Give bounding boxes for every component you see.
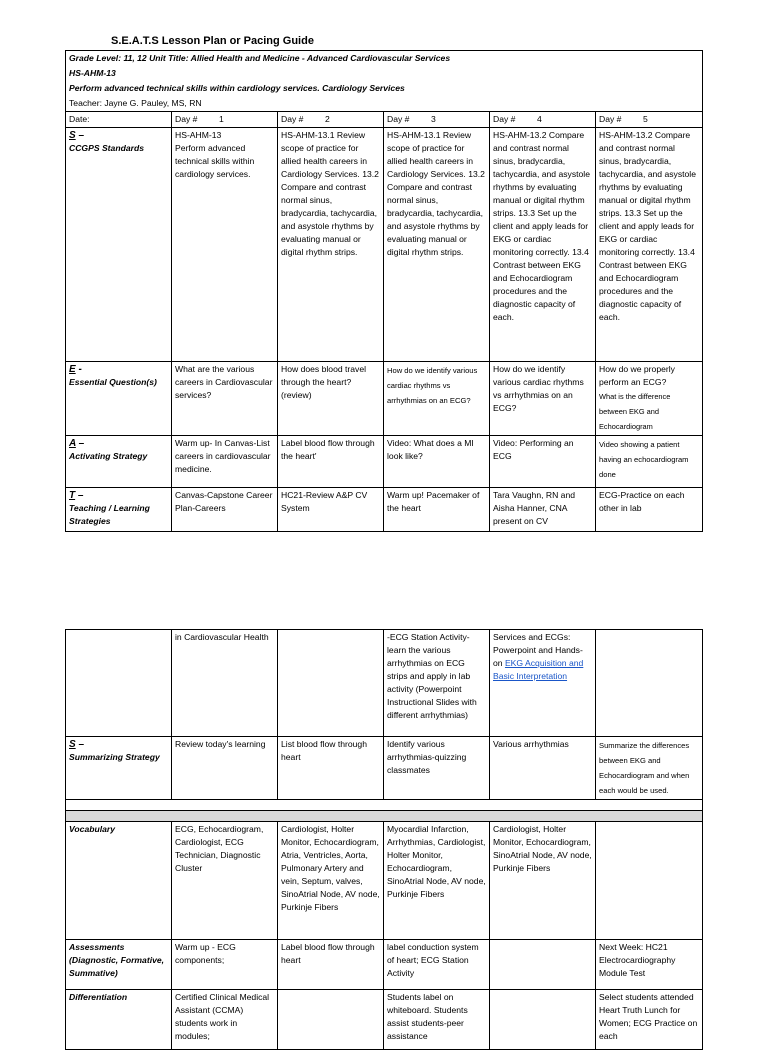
day-5-header: Day # 5 — [596, 112, 703, 128]
standards-day-2: HS-AHM-13.1 Review scope of practice for allied health careers in Cardiology Services. 13.2 Compare and contrast normal sinus, bradycardia, tachycardia, and asystole rhythms by evaluating manual or digital rhythm strips. — [278, 128, 384, 362]
vocabulary-day-1: ECG, Echocardiogram, Cardiologist, ECG Technician, Diagnostic Cluster — [172, 822, 278, 940]
activating-day-2: Label blood flow through the heart' — [278, 436, 384, 488]
spacer-row — [66, 800, 703, 811]
day-3-header: Day # 3 — [384, 112, 490, 128]
assessments-row-label: Assessments (Diagnostic, Formative, Summative) — [66, 940, 172, 990]
differentiation-day-3: Students label on whiteboard. Students assist students-peer assistance — [384, 990, 490, 1050]
essential-day-2: How does blood travel through the heart? (review) — [278, 362, 384, 436]
continued-day-5 — [596, 630, 703, 737]
teaching-day-1: Canvas-Capstone Career Plan-Careers — [172, 488, 278, 532]
activating-day-4: Video: Performing an ECG — [490, 436, 596, 488]
activating-day-1: Warm up- In Canvas-List careers in cardiovascular medicine. — [172, 436, 278, 488]
date-label: Date: — [66, 112, 172, 128]
differentiation-day-2 — [278, 990, 384, 1050]
summarizing-day-5: Summarize the differences between EKG and Echocardiogram and when each would be used. — [596, 737, 703, 800]
day-2-header: Day # 2 — [278, 112, 384, 128]
continued-day-1: in Cardiovascular Health — [172, 630, 278, 737]
assessments-day-2: Label blood flow through heart — [278, 940, 384, 990]
vocabulary-day-2: Cardiologist, Holter Monitor, Echocardiogram, Atria, Ventricles, Aorta, Pulmonary Artery and vein, Septum, valves, SinoAtrial Node, AV node, Purkinje Fibers — [278, 822, 384, 940]
grade-unit-line: Grade Level: 11, 12 Unit Title: Allied Health and Medicine - Advanced Cardiovascular Services — [66, 51, 703, 67]
assessments-day-3: label conduction system of heart; ECG Station Activity — [384, 940, 490, 990]
vocabulary-row-label: Vocabulary — [66, 822, 172, 940]
assessments-row — [66, 940, 703, 990]
essential-row-label: E - Essential Question(s) — [66, 362, 172, 436]
standards-day-3: HS-AHM-13.1 Review scope of practice for allied health careers in Cardiology Services. 13.2 Compare and contrast normal sinus, bradycardia, tachycardia, and asystole rhythms by evaluating manual or digital rhythm strips. — [384, 128, 490, 362]
teaching-day-2: HC21-Review A&P CV System — [278, 488, 384, 532]
document-title: S.E.A.T.S Lesson Plan or Pacing Guide — [111, 35, 314, 47]
essential-day-5: How do we properly perform an ECG? What is the difference between EKG and Echocardiogram — [596, 362, 703, 436]
assessments-day-5: Next Week: HC21 Electrocardiography Module Test — [596, 940, 703, 990]
essential-day-1: What are the various careers in Cardiovascular services? — [172, 362, 278, 436]
standards-day-5: HS-AHM-13.2 Compare and contrast normal sinus, bradycardia, tachycardia, and asystole rhythms by evaluating manual or digital rhythm strips. 13.3 Set up the client and apply leads for EKG or cardiac monitoring correctly. 13.4 Contrast between EKG and Echocardiogram procedures and the diagnostic capacity of each. — [596, 128, 703, 362]
standards-day-4: HS-AHM-13.2 Compare and contrast normal sinus, bradycardia, tachycardia, and asystole rhythms by evaluating manual or digital rhythm strips. 13.3 Set up the client and apply leads for EKG or cardiac monitoring correctly. 13.4 Contrast between EKG and Echocardiogram procedures and the diagnostic capacity of each. — [490, 128, 596, 362]
lesson-plan-table-page1 — [65, 50, 703, 532]
gray-divider-row — [66, 811, 703, 822]
differentiation-day-4 — [490, 990, 596, 1050]
unit-description-line: Perform advanced technical skills within cardiology services. Cardiology Services — [66, 81, 703, 96]
spacer-cell — [66, 800, 703, 811]
day-1-header: Day # 1 — [172, 112, 278, 128]
summarizing-day-1: Review today's learning — [172, 737, 278, 800]
teacher-line: Teacher: Jayne G. Pauley, MS, RN — [66, 96, 703, 112]
activating-day-3: Video: What does a MI look like? — [384, 436, 490, 488]
day-4-header: Day # 4 — [490, 112, 596, 128]
vocabulary-day-5 — [596, 822, 703, 940]
standards-row-label: S – CCGPS Standards — [66, 128, 172, 362]
differentiation-day-5: Select students attended Heart Truth Lunch for Women; ECG Practice on each — [596, 990, 703, 1050]
standard-code-line: HS-AHM-13 — [66, 66, 703, 81]
gray-divider — [66, 811, 703, 822]
continued-day-4: Services and ECGs: Powerpoint and Hands-on EKG Acquisition and Basic Interpretation — [490, 630, 596, 737]
continued-day-2 — [278, 630, 384, 737]
essential-day-4: How do we identify various cardiac rhythms vs arrhythmias on an ECG? — [490, 362, 596, 436]
teaching-continued-row — [66, 630, 703, 737]
differentiation-row — [66, 990, 703, 1050]
differentiation-row-label: Differentiation — [66, 990, 172, 1050]
teaching-strategies-row — [66, 488, 703, 532]
activating-row-label: A – Activating Strategy — [66, 436, 172, 488]
vocabulary-row — [66, 822, 703, 940]
activating-day-5: Video showing a patient having an echocardiogram done — [596, 436, 703, 488]
standards-day-1: HS-AHM-13 Perform advanced technical skills within cardiology services. — [172, 128, 278, 362]
summarizing-row-label: S – Summarizing Strategy — [66, 737, 172, 800]
ekg-acquisition-link[interactable]: EKG Acquisition and Basic Interpretation — [493, 658, 584, 681]
continued-row-label — [66, 630, 172, 737]
activating-strategy-row — [66, 436, 703, 488]
date-row — [66, 112, 703, 128]
vocabulary-day-4: Cardiologist, Holter Monitor, Echocardiogram, SinoAtrial Node, AV node, Purkinje Fibers — [490, 822, 596, 940]
vocabulary-day-3: Myocardial Infarction, Arrhythmias, Cardiologist, Holter Monitor, Echocardiogram, SinoAtrial Node, AV node, Purkinje Fibers — [384, 822, 490, 940]
teaching-row-label: T – Teaching / Learning Strategies — [66, 488, 172, 532]
teaching-day-4: Tara Vaughn, RN and Aisha Hanner, CNA present on CV — [490, 488, 596, 532]
lesson-plan-table-page2 — [65, 629, 703, 1050]
continued-day-3: -ECG Station Activity-learn the various arrhythmias on ECG strips and apply in lab activity (Powerpoint Instructional Slides with different arrhythmias) — [384, 630, 490, 737]
teaching-day-5: ECG-Practice on each other in lab — [596, 488, 703, 532]
differentiation-day-1: Certified Clinical Medical Assistant (CCMA) students work in modules; — [172, 990, 278, 1050]
summarizing-day-4: Various arrhythmias — [490, 737, 596, 800]
teaching-day-3: Warm up! Pacemaker of the heart — [384, 488, 490, 532]
assessments-day-1: Warm up - ECG components; — [172, 940, 278, 990]
summarizing-strategy-row — [66, 737, 703, 800]
assessments-day-4 — [490, 940, 596, 990]
summarizing-day-2: List blood flow through heart — [278, 737, 384, 800]
summarizing-day-3: Identify various arrhythmias-quizzing classmates — [384, 737, 490, 800]
essential-question-row — [66, 362, 703, 436]
essential-day-3: How do we identify various cardiac rhythms vs arrhythmias on an ECG? — [384, 362, 490, 436]
standards-row — [66, 128, 703, 362]
